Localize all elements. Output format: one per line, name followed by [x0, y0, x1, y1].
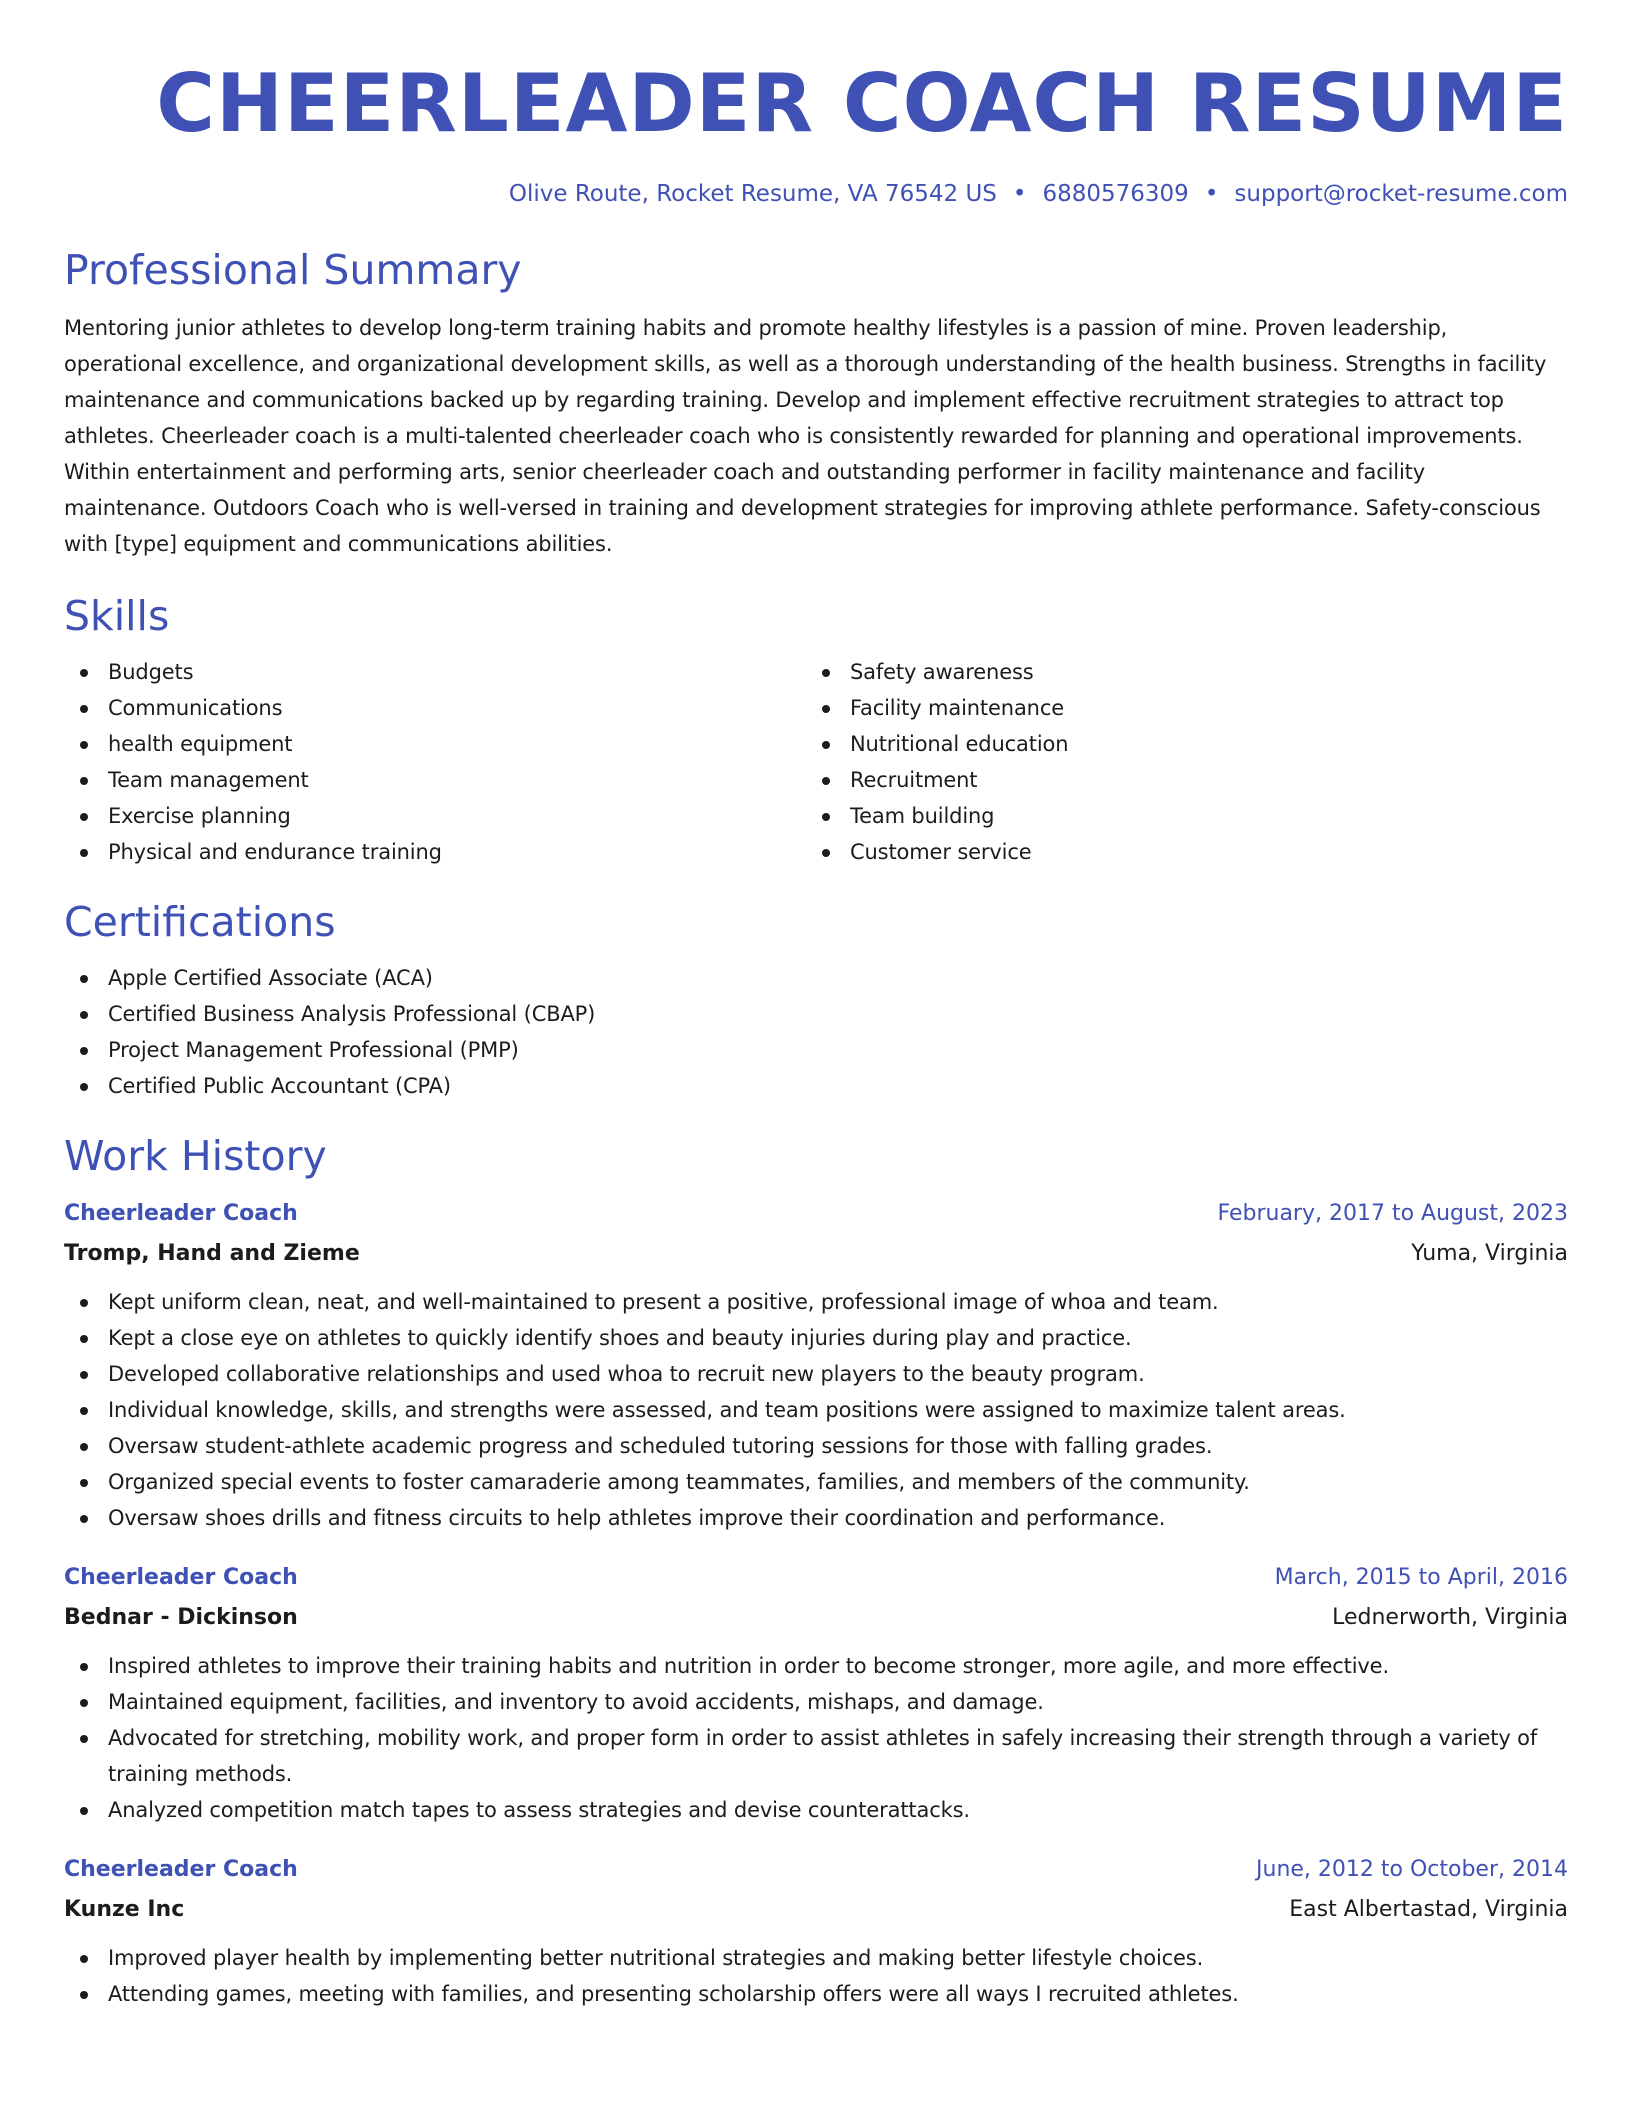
skill-item: Safety awareness — [806, 654, 1548, 690]
job-entry — [64, 1558, 1568, 1828]
job-bullet: Analyzed competition match tapes to assess strategies and devise counterattacks. — [64, 1792, 1568, 1828]
job-company-row — [64, 1234, 1568, 1274]
job-location: Lednerworth, Virginia — [1332, 1605, 1568, 1630]
job-title: Cheerleader Coach — [64, 1201, 298, 1226]
skills-list-left — [64, 654, 806, 870]
skills-grid — [64, 654, 1568, 870]
job-title: Cheerleader Coach — [64, 1565, 298, 1590]
contact-email: support@rocket-resume.com — [1234, 181, 1568, 207]
job-dates: June, 2012 to October, 2014 — [1256, 1857, 1568, 1882]
contact-separator: • — [1012, 181, 1027, 207]
job-bullet: Kept uniform clean, neat, and well-maintained to present a positive, professional image of whoa and team. — [64, 1284, 1568, 1320]
job-title-row — [64, 1850, 1568, 1890]
job-dates: February, 2017 to August, 2023 — [1217, 1201, 1568, 1226]
job-bullet: Attending games, meeting with families, and presenting scholarship offers were all ways I recruited athletes. — [64, 1976, 1568, 2012]
job-title: Cheerleader Coach — [64, 1857, 298, 1882]
skill-item: Recruitment — [806, 762, 1548, 798]
skill-item: Budgets — [64, 654, 806, 690]
skills-section — [64, 590, 1568, 870]
certification-item: Apple Certified Associate (ACA) — [64, 960, 1568, 996]
job-bullets — [64, 1284, 1568, 1536]
work-history-section — [64, 1130, 1568, 2012]
job-company: Tromp, Hand and Zieme — [64, 1241, 360, 1266]
skill-item: Team building — [806, 798, 1548, 834]
contact-separator: • — [1204, 181, 1219, 207]
certifications-heading: Certifications — [64, 898, 336, 946]
job-bullet: Maintained equipment, facilities, and inventory to avoid accidents, mishaps, and damage. — [64, 1684, 1568, 1720]
job-bullets — [64, 1940, 1568, 2012]
job-company: Kunze Inc — [64, 1897, 185, 1922]
job-title-row — [64, 1558, 1568, 1598]
job-bullets — [64, 1648, 1568, 1828]
job-bullet: Organized special events to foster camaraderie among teammates, families, and members of the community. — [64, 1464, 1568, 1500]
skills-list-right — [806, 654, 1548, 870]
job-company: Bednar - Dickinson — [64, 1605, 298, 1630]
skills-column-left — [64, 654, 806, 870]
skills-heading: Skills — [64, 592, 170, 640]
job-location: East Albertastad, Virginia — [1289, 1897, 1568, 1922]
jobs-list — [64, 1194, 1568, 2012]
skill-item: Exercise planning — [64, 798, 806, 834]
job-entry — [64, 1194, 1568, 1536]
certifications-section — [64, 896, 1568, 1104]
certification-item: Certified Public Accountant (CPA) — [64, 1068, 1568, 1104]
work-history-heading: Work History — [64, 1132, 327, 1180]
job-bullet: Oversaw shoes drills and fitness circuits to help athletes improve their coordination and performance. — [64, 1500, 1568, 1536]
job-company-row — [64, 1598, 1568, 1638]
skill-item: health equipment — [64, 726, 806, 762]
skill-item: Nutritional education — [806, 726, 1548, 762]
resume-page — [64, 0, 1568, 2012]
job-bullet: Improved player health by implementing better nutritional strategies and making better lifestyle choices. — [64, 1940, 1568, 1976]
job-bullet: Individual knowledge, skills, and strengths were assessed, and team positions were assigned to maximize talent areas. — [64, 1392, 1568, 1428]
job-company-row — [64, 1890, 1568, 1930]
job-bullet: Developed collaborative relationships and used whoa to recruit new players to the beauty program. — [64, 1356, 1568, 1392]
job-dates: March, 2015 to April, 2016 — [1274, 1565, 1568, 1590]
skill-item: Communications — [64, 690, 806, 726]
skill-item: Physical and endurance training — [64, 834, 806, 870]
job-entry — [64, 1850, 1568, 2012]
contact-line — [64, 178, 1568, 210]
skill-item: Team management — [64, 762, 806, 798]
resume-title: CHEERLEADER COACH RESUME — [156, 57, 1568, 150]
job-bullet: Advocated for stretching, mobility work, and proper form in order to assist athletes in safely increasing their strength through a variety of training methods. — [64, 1720, 1568, 1792]
job-bullet: Oversaw student-athlete academic progress and scheduled tutoring sessions for those with falling grades. — [64, 1428, 1568, 1464]
certification-item: Project Management Professional (PMP) — [64, 1032, 1568, 1068]
job-bullet: Kept a close eye on athletes to quickly identify shoes and beauty injuries during play and practice. — [64, 1320, 1568, 1356]
summary-heading: Professional Summary — [64, 246, 522, 294]
summary-text: Mentoring junior athletes to develop long-term training habits and promote healthy lifestyles is a passion of mine. Proven leadership, operational excellence, and organizational development skills, as well as a thorough understanding of the health business. Strengths in facility maintenance and communications backed up by regarding training. Develop and implement effective recruitment strategies to attract top athletes. Cheerleader coach is a multi-talented cheerleader coach who is consistently rewarded for planning and operational improvements. Within entertainment and performing arts, senior cheerleader coach and outstanding performer in facility maintenance and facility maintenance. Outdoors Coach who is well-versed in training and development strategies for improving athlete performance. Safety-conscious with [type] equipment and communications abilities. — [64, 316, 1547, 556]
skill-item: Facility maintenance — [806, 690, 1548, 726]
contact-phone: 6880576309 — [1042, 181, 1189, 207]
job-location: Yuma, Virginia — [1411, 1241, 1568, 1266]
contact-address: Olive Route, Rocket Resume, VA 76542 US — [508, 181, 997, 207]
skill-item: Customer service — [806, 834, 1548, 870]
job-title-row — [64, 1194, 1568, 1234]
skills-column-right — [806, 654, 1548, 870]
certifications-list — [64, 960, 1568, 1104]
summary-section — [64, 244, 1568, 562]
job-bullet: Inspired athletes to improve their training habits and nutrition in order to become stronger, more agile, and more effective. — [64, 1648, 1568, 1684]
certification-item: Certified Business Analysis Professional (CBAP) — [64, 996, 1568, 1032]
